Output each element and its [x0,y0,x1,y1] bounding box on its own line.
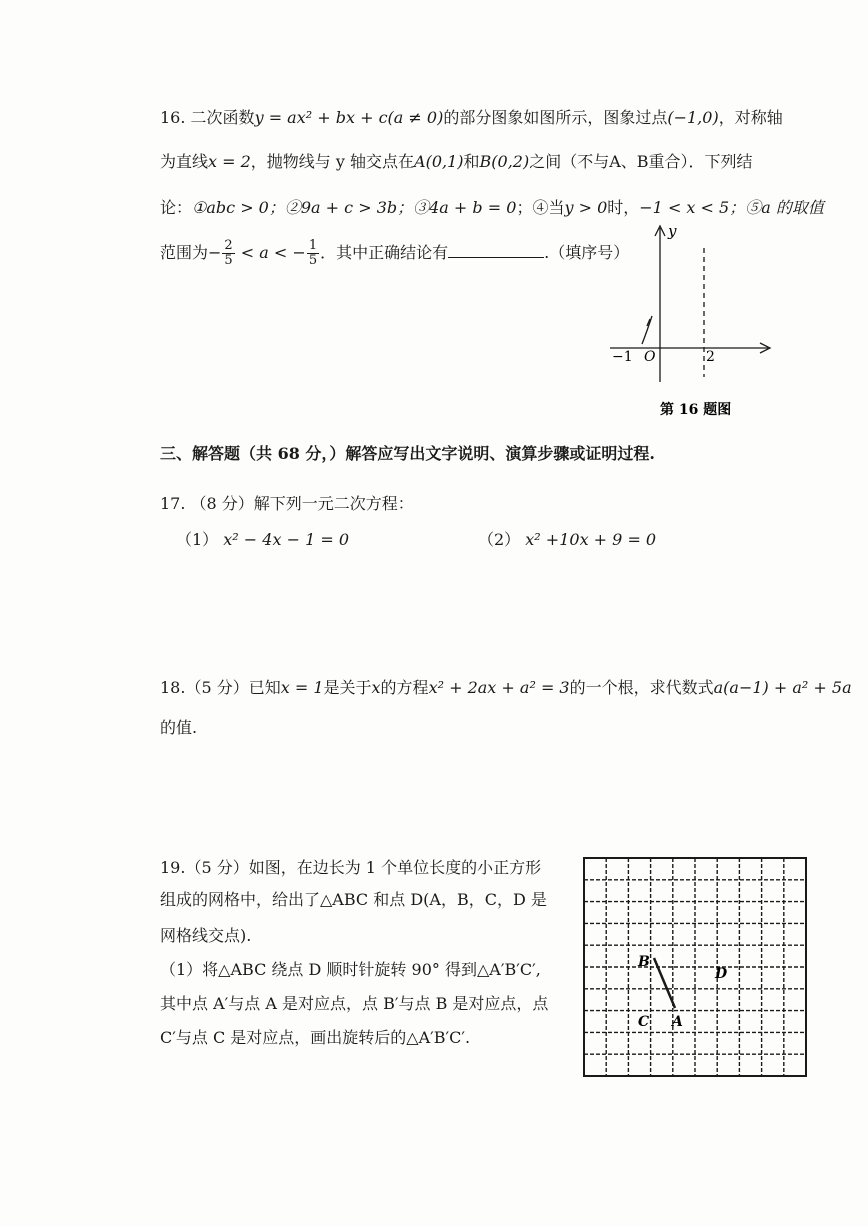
q18-line-1 [160,676,852,700]
fraction-denominator: 5 [224,253,233,268]
q16-minus: − [208,243,222,262]
q18-line-2: 的值. [160,718,198,737]
q19-line-6: C′与点 C 是对应点，画出旋转后的△A′B′C′. [160,1028,471,1047]
q17-part-2 [478,528,656,552]
answer-blank[interactable] [448,241,544,258]
q18-text: 是关于 [323,678,372,697]
y-axis-label: y [668,222,677,240]
q16-line-1 [160,106,783,130]
q18-equation: x² + 2ax + a² = 3 [428,678,570,697]
q16-conclusion-4-cond: y > 0 [564,198,608,217]
q19-line-4: （1）将△ABC 绕点 D 顺时针旋转 90° 得到△A′B′C′, [160,960,541,979]
parabola-partial [642,316,652,344]
point-label-c: C [638,1014,650,1030]
q16-text: .（填序号） [544,243,630,262]
fraction-two-fifths [222,239,234,268]
q19-line-3: 网格线交点). [160,926,252,945]
q18-variable: x [371,678,381,697]
q18-expression: a(a−1) + a² + 5a [713,678,852,697]
q16-conclusion-5: ；⑤a 的取值 [729,198,824,217]
q17-title: 17. （8 分）解下列一元二次方程： [160,494,414,513]
q16-text: 范围为 [160,243,209,262]
q19-line-2: 组成的网格中，给出了△ABC 和点 D(A，B，C，D 是 [160,890,547,909]
fraction-denominator: 5 [308,253,318,268]
q16-text: 为直线 [160,152,209,171]
grid-lines [584,858,806,1076]
q16-point: (−1,0) [667,108,719,127]
q19-line-1: 19.（5 分）如图，在边长为 1 个单位长度的小正方形 [160,858,542,877]
q17-part-label: （1） [176,530,219,549]
q16-conclusion-1: ①abc > 0 [192,198,269,217]
label-origin: O [644,349,656,365]
q16-line-4 [160,238,629,268]
q16-text: ，对称轴 [718,108,783,127]
q16-function: y = ax² + bx + c(a ≠ 0) [254,108,444,127]
fraction-numerator: 1 [308,238,318,253]
q16-text: 论： [160,198,193,217]
q16-text: 的部分图象如图所示，图象过点 [443,108,668,127]
label-two: 2 [706,349,715,365]
fraction-numerator: 2 [224,238,233,253]
q16-figure [600,222,780,422]
segment-ba [654,958,675,1008]
q16-line-3 [160,196,824,220]
q16-text: ，抛物线与 y 轴交点在 [250,152,415,171]
q16-text: 二次函数 [190,108,255,127]
q16-inequality: < a < − [235,243,306,262]
q18-text: 的方程 [380,678,429,697]
q16-text: 和 [463,152,480,171]
q16-conclusion-4: −1 < x < 5 [639,198,730,217]
q16-point-b: B(0,2) [479,152,530,171]
q16-text: 之间（不与A、B重合）．下列结 [529,152,753,171]
q16-text: ．其中正确结论有 [320,243,449,262]
q17-part-label: （2） [478,530,521,549]
q16-text: 时， [607,198,640,217]
q17-part-1 [176,528,349,552]
q16-axis: x = 2 [208,152,251,171]
q18-root: x = 1 [280,678,324,697]
q16-point-a: A(0,1) [414,152,464,171]
q18-text: 18.（5 分）已知 [160,678,281,697]
q19-line-5: 其中点 A′与点 A 是对应点，点 B′与点 B 是对应点，点 [160,994,549,1013]
figure-caption: 第 16 题图 [660,402,732,418]
q16-number: 16. [160,108,186,127]
q17-equation-2: x² +10x + 9 = 0 [525,530,657,549]
section-heading: 三、解答题（共 68 分，）解答应写出文字说明、演算步骤或证明过程. [160,444,655,463]
point-label-b: B [638,954,650,970]
q17-equation-1: x² − 4x − 1 = 0 [223,530,350,549]
label-neg-one: −1 [612,349,633,365]
q19-grid-figure [582,856,810,1080]
fraction-one-fifth [307,239,319,268]
point-label-a: A [672,1014,683,1030]
q16-text: ；④当 [516,198,565,217]
q16-conclusion-2: ；②9a + c > 3b [268,198,398,217]
q18-text: 的一个根，求代数式 [569,678,714,697]
q16-conclusion-3: ；③4a + b = 0 [397,198,517,217]
q16-line-2 [160,150,753,174]
point-label-d: D [715,966,728,982]
